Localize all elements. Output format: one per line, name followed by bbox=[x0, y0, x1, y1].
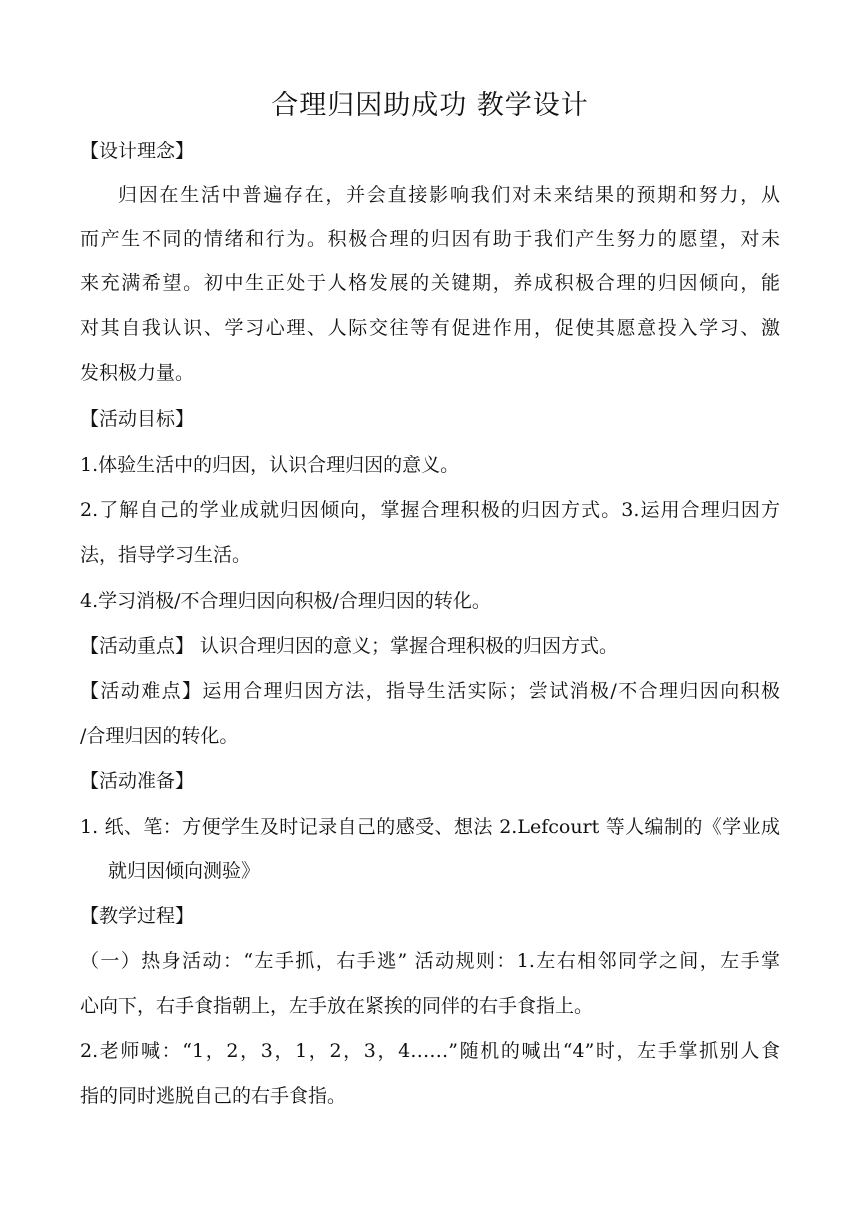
goal-item: 2.了解自己的学业成就归因倾向，掌握合理积极的归因方式。3.运用合理归因方 bbox=[80, 499, 780, 521]
section-heading-teaching-process: 【教学过程】 bbox=[80, 905, 195, 927]
preparation-item-continued: 就归因倾向测验》 bbox=[108, 860, 261, 882]
section-heading-preparation: 【活动准备】 bbox=[80, 770, 195, 792]
paragraph-line: 来充满希望。初中生正处于人格发展的关键期，养成积极合理的归因倾向，能 bbox=[80, 272, 780, 294]
section-heading-activity-goals: 【活动目标】 bbox=[80, 408, 195, 430]
goal-item: 法，指导学习生活。 bbox=[80, 544, 252, 566]
preparation-item: 1. 纸、笔：方便学生及时记录自己的感受、想法 2.Lefcourt 等人编制的《学业成 bbox=[80, 816, 780, 838]
section-heading-design-concept: 【设计理念】 bbox=[80, 140, 195, 162]
process-line: 2.老师喊：“1，2，3，1，2，3，4……”随机的喊出“4”时，左手掌抓别人食 bbox=[80, 1040, 780, 1062]
goal-item: 4.学习消极/不合理归因向积极/合理归因的转化。 bbox=[80, 590, 491, 612]
document-title: 合理归因助成功 教学设计 bbox=[271, 90, 589, 121]
process-line: （一）热身活动：“左手抓，右手逃” 活动规则：1.左右相邻同学之间，左手掌 bbox=[80, 950, 780, 972]
paragraph-line: 归因在生活中普遍存在，并会直接影响我们对未来结果的预期和努力，从 bbox=[118, 184, 780, 206]
paragraph-line: 而产生不同的情绪和行为。积极合理的归因有助于我们产生努力的愿望，对未 bbox=[80, 228, 780, 250]
section-difficulties: 【活动难点】运用合理归因方法，指导生活实际；尝试消极/不合理归因向积极 bbox=[80, 680, 780, 702]
process-line: 心向下，右手食指朝上，左手放在紧挨的同伴的右手食指上。 bbox=[80, 995, 594, 1017]
paragraph-line: 对其自我认识、学习心理、人际交往等有促进作用，促使其愿意投入学习、激 bbox=[80, 317, 780, 339]
goal-item: 1.体验生活中的归因，认识合理归因的意义。 bbox=[80, 454, 460, 476]
paragraph-line: 发积极力量。 bbox=[80, 362, 195, 384]
process-line: 指的同时逃脱自己的右手食指。 bbox=[80, 1085, 347, 1107]
section-key-points: 【活动重点】 认识合理归因的意义；掌握合理积极的归因方式。 bbox=[80, 635, 619, 657]
section-difficulties-continued: /合理归因的转化。 bbox=[80, 725, 239, 747]
